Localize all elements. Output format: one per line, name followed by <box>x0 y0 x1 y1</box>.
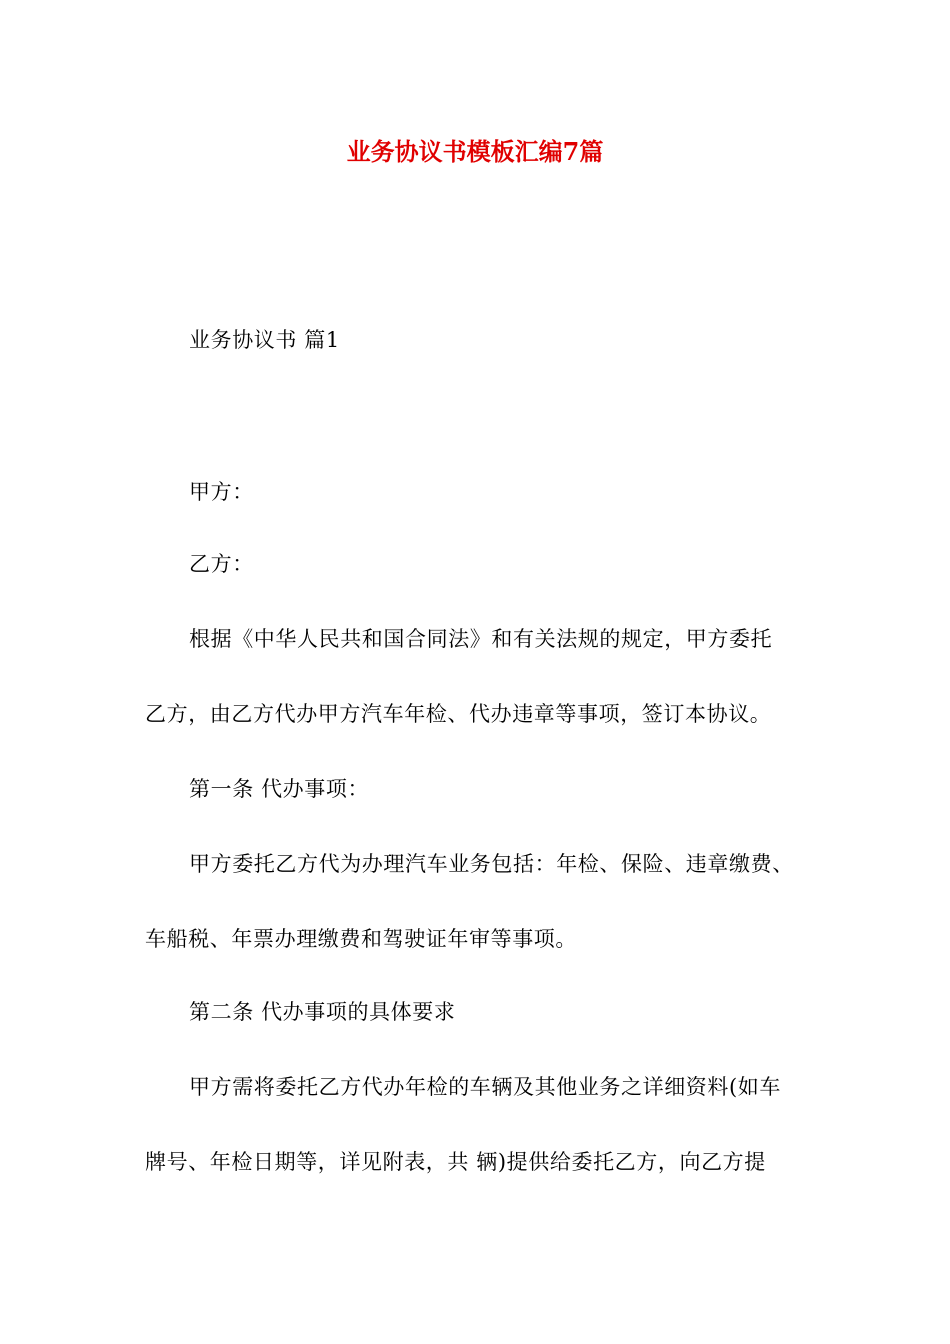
paragraph-line: 乙方，由乙方代办甲方汽车年检、代办违章等事项，签订本协议。 <box>145 702 772 726</box>
paragraph-line: 根据《中华人民共和国合同法》和有关法规的规定，甲方委托 <box>189 627 773 651</box>
paragraph-line: 车船税、年票办理缴费和驾驶证年审等事项。 <box>145 927 577 951</box>
paragraph-line: 甲方需将委托乙方代办年检的车辆及其他业务之详细资料(如车 <box>189 1075 781 1099</box>
paragraph-line: 甲方委托乙方代为办理汽车业务包括：年检、保险、违章缴费、 <box>189 852 794 876</box>
party-b-label: 乙方： <box>189 552 254 576</box>
party-a-label: 甲方： <box>189 480 254 504</box>
article-heading: 第一条 代办事项： <box>189 777 370 801</box>
document-title: 业务协议书模板汇编7篇 <box>346 137 604 166</box>
paragraph-line: 牌号、年检日期等，详见附表，共 辆)提供给委托乙方，向乙方提 <box>145 1150 766 1174</box>
section-heading: 业务协议书 篇1 <box>189 328 340 352</box>
article-heading: 第二条 代办事项的具体要求 <box>189 1000 456 1024</box>
